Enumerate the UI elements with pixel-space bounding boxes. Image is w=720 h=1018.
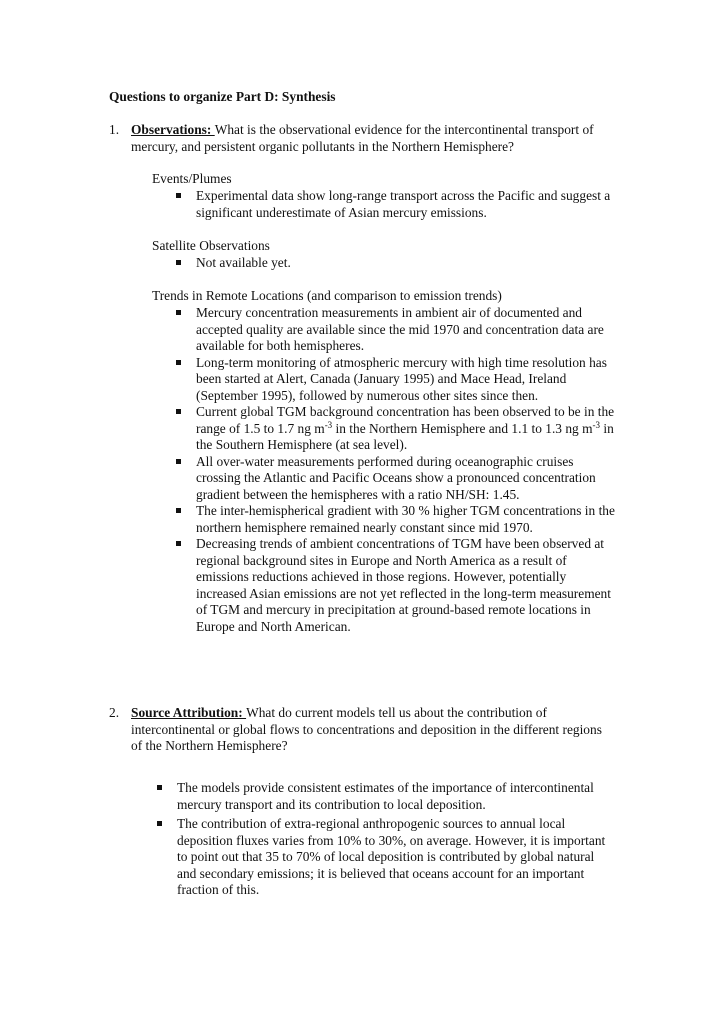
list-item (174, 536, 619, 635)
square-bullet-icon (157, 785, 162, 790)
question-1-text: What is the observational evidence for the intercontinental transport of mercury, and persistent organic pollutants in the Northern Hemisphere? (131, 122, 594, 154)
list-item-text: The models provide consistent estimates of the importance of intercontinental mercury transport and its contribution to local deposition. (177, 780, 594, 812)
list-item (174, 255, 619, 272)
question-2-title: Source Attribution: (131, 705, 247, 720)
tgm-text-part-a: Current global TGM background concentration has been observed to be in the range of 1.5 to 1.7 ng m (196, 404, 615, 436)
list-item-text: Mercury concentration measurements in ambient air of documented and accepted quality are available since the mid 1970 and concentration data are available for both hemispheres. (196, 305, 604, 353)
trends-label: Trends in Remote Locations (and comparison to emission trends) (152, 288, 502, 303)
list-item (155, 816, 615, 899)
question-1-text-block (131, 122, 609, 155)
list-item (155, 780, 615, 813)
square-bullet-icon (176, 310, 181, 315)
trends-list (174, 305, 619, 635)
events-plumes-list (174, 188, 619, 221)
list-item (174, 305, 619, 355)
list-item (174, 503, 619, 536)
list-item-text: The inter-hemispherical gradient with 30 % higher TGM concentrations in the northern hemisphere remained nearly constant since mid 1970. (196, 503, 615, 535)
list-item-text: The contribution of extra-regional anthropogenic sources to annual local deposition fluxes varies from 10% to 30%, on average. However, it is important to point out that 35 to 70% of local deposition is contributed by global natural and secondary emissions; it is believed that oceans account for an important fraction of this. (177, 816, 606, 897)
square-bullet-icon (176, 260, 181, 265)
question-2-text: What do current models tell us about the contribution of intercontinental or global flows to concentrations and deposition in the different regions of the Northern Hemisphere? (131, 705, 602, 753)
square-bullet-icon (176, 360, 181, 365)
question-2-text-block (131, 705, 609, 755)
unit-exponent: -3 (592, 419, 601, 430)
events-plumes-label: Events/Plumes (152, 171, 232, 186)
tgm-text-part-b: in the Northern Hemisphere and 1.1 to 1.3 ng m (332, 420, 593, 436)
list-item-text: Long-term monitoring of atmospheric mercury with high time resolution has been started at Alert, Canada (January 1995) and Mace Head, Ireland (September 1995), followed by numerous other sites since then. (196, 354, 607, 403)
square-bullet-icon (176, 409, 181, 414)
question-1 (109, 122, 609, 155)
question-2 (109, 705, 609, 755)
square-bullet-icon (176, 193, 181, 198)
satellite-observations-label: Satellite Observations (152, 238, 270, 253)
list-item (174, 404, 619, 454)
document-heading: Questions to organize Part D: Synthesis (109, 89, 336, 104)
source-attribution-list (155, 780, 615, 902)
square-bullet-icon (176, 459, 181, 464)
question-2-number: 2. (109, 705, 120, 720)
square-bullet-icon (176, 541, 181, 546)
list-item-text (196, 404, 614, 452)
square-bullet-icon (157, 821, 162, 826)
tgm-text-part-c: in the Southern Hemisphere (at sea level). (196, 420, 614, 452)
list-item-text: All over-water measurements performed during oceanographic cruises crossing the Atlantic and Pacific Oceans show a pronounced concentration gradient between the hemispheres with a ratio NH/SH: 1.45. (196, 453, 596, 502)
satellite-observations-list (174, 255, 619, 272)
list-item-text: Decreasing trends of ambient concentrations of TGM have been observed at regional background sites in Europe and North America as a result of emissions reductions achieved in those regions. However, potentially increased Asian emissions are not yet reflected in the long-term measurement of TGM and mercury in precipitation at ground-based remote locations in Europe and North American. (196, 536, 611, 634)
list-item (174, 454, 619, 504)
list-item (174, 188, 619, 221)
list-item-text: Not available yet. (196, 255, 291, 270)
question-1-number: 1. (109, 122, 120, 137)
square-bullet-icon (176, 508, 181, 513)
unit-exponent: -3 (324, 419, 333, 430)
list-item (174, 355, 619, 405)
list-item-text: Experimental data show long-range transport across the Pacific and suggest a significant underestimate of Asian mercury emissions. (196, 188, 611, 220)
question-1-title: Observations: (131, 122, 215, 137)
